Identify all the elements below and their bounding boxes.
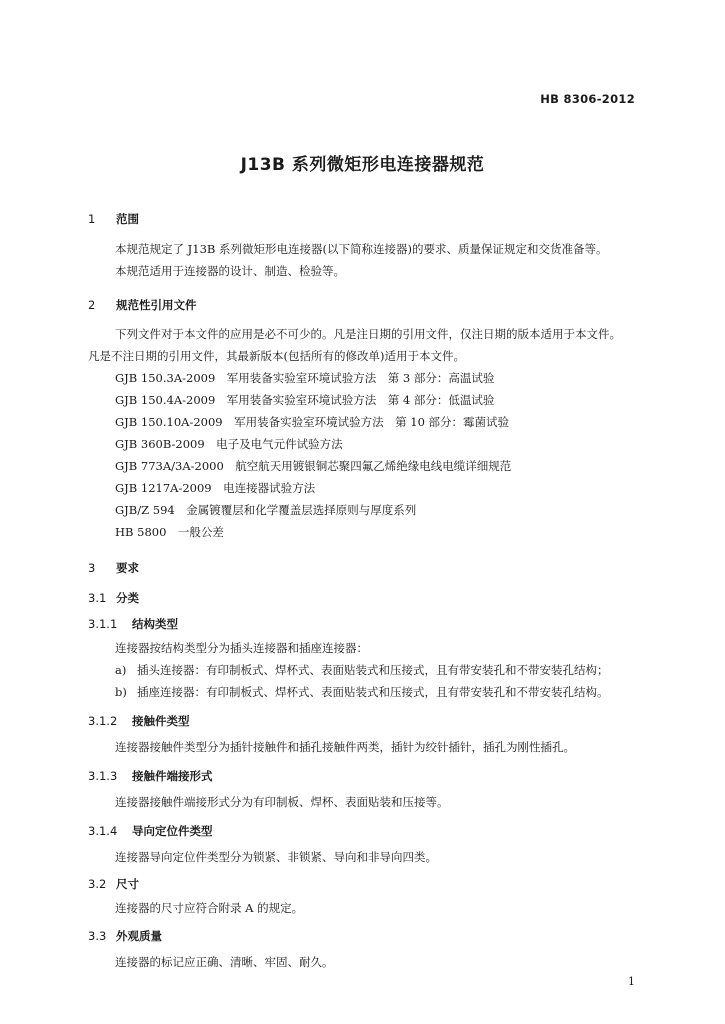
section-number: 3.1.1 xyxy=(88,617,118,631)
reference-item: GJB/Z 594 金属镀覆层和化学覆盖层选择原则与厚度系列 xyxy=(115,503,417,517)
page-number: 1 xyxy=(628,975,635,988)
section-title: 分类 xyxy=(116,591,139,605)
paragraph: 连接器按结构类型分为插头连接器和插座连接器： xyxy=(115,641,368,655)
paragraph: 连接器接触件端接形式分为有印制板、焊杯、表面贴装和压接等。 xyxy=(115,795,449,809)
reference-item: GJB 1217A-2009 电连接器试验方法 xyxy=(115,481,316,495)
paragraph: 下列文件对于本文件的应用是必不可少的。凡是注日期的引用文件，仅注日期的版本适用于本文件。 xyxy=(115,327,621,341)
reference-item: GJB 150.3A-2009 军用装备实验室环境试验方法 第 3 部分：高温试验 xyxy=(115,371,495,385)
section-3-2-heading xyxy=(88,877,139,891)
reference-item: GJB 150.4A-2009 军用装备实验室环境试验方法 第 4 部分：低温试验 xyxy=(115,393,495,407)
section-title: 规范性引用文件 xyxy=(116,298,197,312)
section-number: 2 xyxy=(88,298,96,312)
section-3-1-2-heading xyxy=(88,714,190,728)
section-3-3-heading xyxy=(88,929,162,943)
section-title: 结构类型 xyxy=(132,617,178,631)
section-number: 3.1 xyxy=(88,591,107,605)
reference-item: GJB 360B-2009 电子及电气元件试验方法 xyxy=(115,437,343,451)
reference-item: GJB 150.10A-2009 军用装备实验室环境试验方法 第 10 部分：霉菌试验 xyxy=(115,415,510,429)
section-1-heading xyxy=(88,212,139,226)
section-title: 接触件端接形式 xyxy=(132,769,213,783)
section-3-1-3-heading xyxy=(88,769,213,783)
section-2-heading xyxy=(88,298,197,312)
section-title: 导向定位件类型 xyxy=(132,824,213,838)
section-title: 范围 xyxy=(116,212,139,226)
list-item xyxy=(115,685,609,699)
section-number: 3.1.3 xyxy=(88,769,118,783)
section-3-heading xyxy=(88,561,139,575)
paragraph: 连接器接触件类型分为插针接触件和插孔接触件两类，插针为绞针插针，插孔为刚性插孔。 xyxy=(115,740,575,754)
section-title: 尺寸 xyxy=(116,877,139,891)
reference-item: GJB 773A/3A-2000 航空航天用镀银铜芯聚四氟乙烯绝缘电线电缆详细规范 xyxy=(115,459,512,473)
paragraph: 凡是不注日期的引用文件，其最新版本(包括所有的修改单)适用于本文件。 xyxy=(88,349,465,363)
section-title: 接触件类型 xyxy=(132,714,190,728)
reference-item: HB 5800 一般公差 xyxy=(115,525,224,539)
section-title: 要求 xyxy=(116,561,139,575)
section-number: 3.1.2 xyxy=(88,714,118,728)
section-number: 3.3 xyxy=(88,929,107,943)
list-text: 插座连接器：有印制板式、焊杯式、表面贴装式和压接式，且有带安装孔和不带安装孔结构。 xyxy=(137,685,609,699)
paragraph: 本规范适用于连接器的设计、制造、检验等。 xyxy=(115,264,345,278)
paragraph: 连接器的尺寸应符合附录 A 的规定。 xyxy=(115,901,304,915)
section-title: 外观质量 xyxy=(116,929,162,943)
standard-code: HB 8306-2012 xyxy=(540,92,635,106)
section-number: 3 xyxy=(88,561,96,575)
section-number: 3.1.4 xyxy=(88,824,118,838)
document-title: J13B 系列微矩形电连接器规范 xyxy=(240,155,485,175)
paragraph: 连接器导向定位件类型分为锁紧、非锁紧、导向和非导向四类。 xyxy=(115,850,437,864)
section-3-1-4-heading xyxy=(88,824,213,838)
section-number: 3.2 xyxy=(88,877,107,891)
list-item xyxy=(115,663,609,677)
list-text: 插头连接器：有印制板式、焊杯式、表面贴装式和压接式，且有带安装孔和不带安装孔结构； xyxy=(137,663,609,677)
section-3-1-1-heading xyxy=(88,617,178,631)
list-marker: b) xyxy=(115,685,127,699)
section-number: 1 xyxy=(88,212,96,226)
paragraph: 连接器的标记应正确、清晰、牢固、耐久。 xyxy=(115,955,334,969)
list-marker: a) xyxy=(115,663,127,677)
section-3-1-heading xyxy=(88,591,139,605)
paragraph: 本规范规定了 J13B 系列微矩形电连接器(以下简称连接器)的要求、质量保证规定和交货准备等。 xyxy=(115,242,608,256)
